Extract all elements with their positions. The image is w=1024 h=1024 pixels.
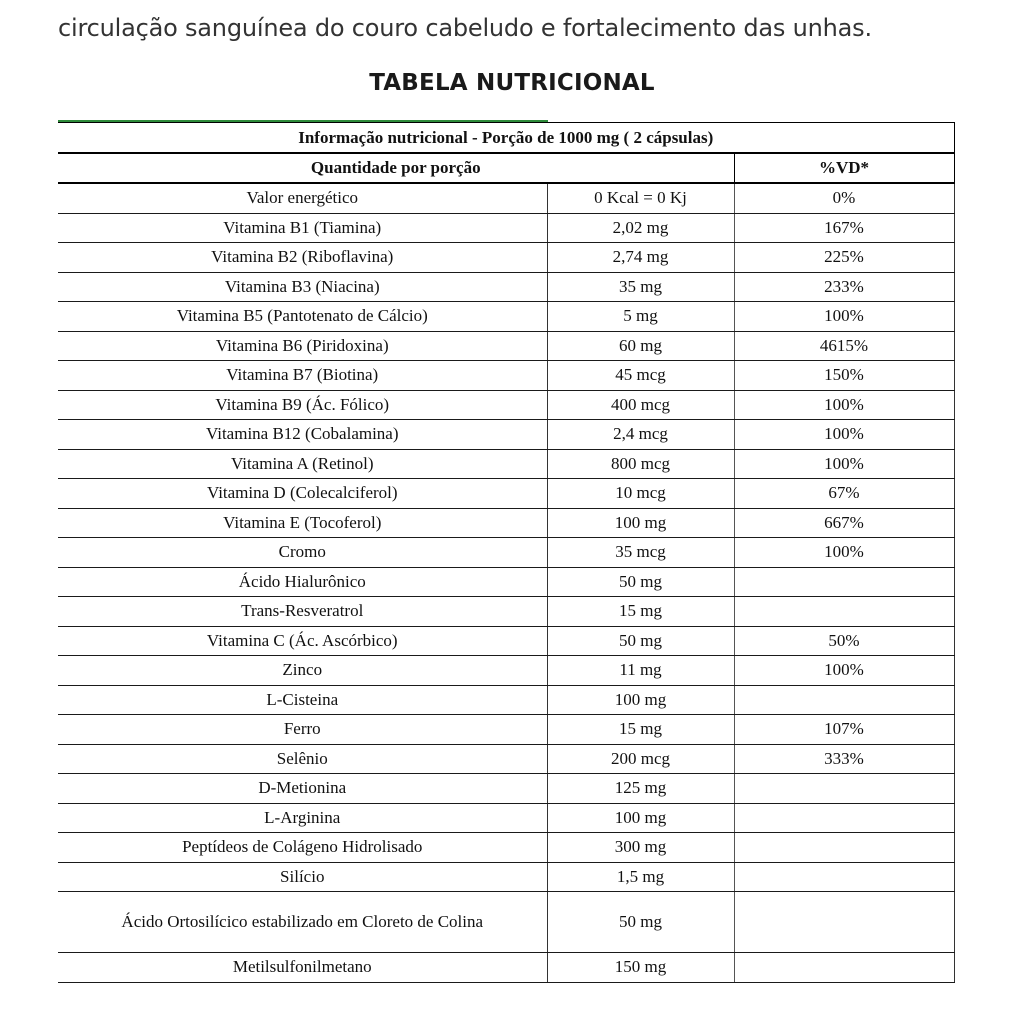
table-row	[58, 213, 954, 243]
nutrient-name: Peptídeos de Colágeno Hidrolisado	[58, 833, 547, 863]
nutrient-vd: 4615%	[734, 331, 954, 361]
nutrient-name: Vitamina B7 (Biotina)	[58, 361, 547, 391]
nutrient-quantity: 150 mg	[547, 953, 734, 983]
nutrient-name: Ferro	[58, 715, 547, 745]
nutrient-vd: 167%	[734, 213, 954, 243]
nutrient-quantity: 300 mg	[547, 833, 734, 863]
quantity-column-header: Quantidade por porção	[58, 153, 734, 183]
table-row	[58, 862, 954, 892]
nutrient-name: Vitamina B6 (Piridoxina)	[58, 331, 547, 361]
table-row	[58, 803, 954, 833]
table-row	[58, 833, 954, 863]
nutrient-vd	[734, 862, 954, 892]
nutrient-quantity: 60 mg	[547, 331, 734, 361]
table-row	[58, 449, 954, 479]
nutrient-name: Selênio	[58, 744, 547, 774]
nutrient-name: Vitamina E (Tocoferol)	[58, 508, 547, 538]
table-row	[58, 243, 954, 273]
nutrient-quantity: 200 mcg	[547, 744, 734, 774]
table-row	[58, 567, 954, 597]
nutrient-vd: 150%	[734, 361, 954, 391]
nutrient-name: Metilsulfonilmetano	[58, 953, 547, 983]
table-row	[58, 626, 954, 656]
nutrient-vd	[734, 803, 954, 833]
nutrient-name: Vitamina B1 (Tiamina)	[58, 213, 547, 243]
nutrition-table-container	[58, 122, 954, 983]
nutrient-quantity: 2,4 mcg	[547, 420, 734, 450]
nutrient-name: Trans-Resveratrol	[58, 597, 547, 627]
nutrient-vd	[734, 685, 954, 715]
nutrient-name: Vitamina B12 (Cobalamina)	[58, 420, 547, 450]
nutrient-name: Vitamina B5 (Pantotenato de Cálcio)	[58, 302, 547, 332]
nutrient-quantity: 35 mcg	[547, 538, 734, 568]
nutrient-name: Vitamina B3 (Niacina)	[58, 272, 547, 302]
table-row	[58, 715, 954, 745]
table-row	[58, 302, 954, 332]
nutrient-name: Silício	[58, 862, 547, 892]
nutrient-vd	[734, 774, 954, 804]
nutrient-vd: 0%	[734, 183, 954, 213]
nutrient-vd: 225%	[734, 243, 954, 273]
table-row	[58, 892, 954, 953]
nutrient-vd	[734, 567, 954, 597]
nutrient-quantity: 400 mcg	[547, 390, 734, 420]
nutrient-quantity: 50 mg	[547, 892, 734, 953]
nutrient-name: Vitamina A (Retinol)	[58, 449, 547, 479]
nutrient-vd: 107%	[734, 715, 954, 745]
nutrient-vd: 667%	[734, 508, 954, 538]
nutrient-vd: 333%	[734, 744, 954, 774]
nutrient-vd: 100%	[734, 656, 954, 686]
table-row	[58, 479, 954, 509]
table-row	[58, 331, 954, 361]
table-row	[58, 538, 954, 568]
table-row	[58, 774, 954, 804]
table-header: Informação nutricional - Porção de 1000 mg ( 2 cápsulas)	[58, 123, 954, 154]
table-row	[58, 272, 954, 302]
nutrient-quantity: 15 mg	[547, 597, 734, 627]
table-row	[58, 361, 954, 391]
nutrient-quantity: 45 mcg	[547, 361, 734, 391]
intro-paragraph: circulação sanguínea do couro cabeludo e fortalecimento das unhas.	[58, 14, 872, 42]
nutrient-vd: 100%	[734, 420, 954, 450]
nutrient-quantity: 100 mg	[547, 508, 734, 538]
nutrient-quantity: 35 mg	[547, 272, 734, 302]
nutrient-quantity: 2,02 mg	[547, 213, 734, 243]
nutrient-vd: 100%	[734, 449, 954, 479]
table-body	[58, 183, 954, 982]
table-row	[58, 508, 954, 538]
nutrient-quantity: 100 mg	[547, 685, 734, 715]
nutrient-quantity: 2,74 mg	[547, 243, 734, 273]
nutrient-name: Vitamina D (Colecalciferol)	[58, 479, 547, 509]
nutrient-quantity: 11 mg	[547, 656, 734, 686]
vd-column-header: %VD*	[734, 153, 954, 183]
nutrient-quantity: 0 Kcal = 0 Kj	[547, 183, 734, 213]
nutrient-quantity: 15 mg	[547, 715, 734, 745]
nutrient-quantity: 100 mg	[547, 803, 734, 833]
table-header-row	[58, 123, 954, 154]
nutrient-name: Vitamina C (Ác. Ascórbico)	[58, 626, 547, 656]
nutrient-name: Vitamina B2 (Riboflavina)	[58, 243, 547, 273]
nutrient-quantity: 50 mg	[547, 567, 734, 597]
nutrient-quantity: 800 mcg	[547, 449, 734, 479]
nutrient-quantity: 50 mg	[547, 626, 734, 656]
nutrient-vd: 67%	[734, 479, 954, 509]
nutrient-name: Vitamina B9 (Ác. Fólico)	[58, 390, 547, 420]
table-subheader-row	[58, 153, 954, 183]
nutrition-table	[58, 122, 955, 983]
nutrient-quantity: 5 mg	[547, 302, 734, 332]
nutrient-vd: 100%	[734, 390, 954, 420]
nutrient-name: Cromo	[58, 538, 547, 568]
nutrient-vd: 233%	[734, 272, 954, 302]
nutrient-vd	[734, 953, 954, 983]
nutrient-vd: 100%	[734, 538, 954, 568]
nutrient-quantity: 1,5 mg	[547, 862, 734, 892]
nutrient-vd: 50%	[734, 626, 954, 656]
table-row	[58, 597, 954, 627]
nutrient-vd	[734, 833, 954, 863]
nutrient-vd	[734, 892, 954, 953]
nutrient-name: D-Metionina	[58, 774, 547, 804]
nutrient-name: Zinco	[58, 656, 547, 686]
table-row	[58, 656, 954, 686]
nutrient-name: L-Cisteina	[58, 685, 547, 715]
table-row	[58, 685, 954, 715]
nutrient-vd: 100%	[734, 302, 954, 332]
table-row	[58, 744, 954, 774]
nutrient-quantity: 10 mcg	[547, 479, 734, 509]
nutrient-name: Ácido Ortosilícico estabilizado em Cloreto de Colina	[58, 892, 547, 953]
table-row	[58, 420, 954, 450]
section-title: TABELA NUTRICIONAL	[369, 70, 655, 96]
nutrient-quantity: 125 mg	[547, 774, 734, 804]
nutrient-name: Valor energético	[58, 183, 547, 213]
table-row	[58, 183, 954, 213]
nutrient-name: Ácido Hialurônico	[58, 567, 547, 597]
nutrient-name: L-Arginina	[58, 803, 547, 833]
table-row	[58, 390, 954, 420]
table-row	[58, 953, 954, 983]
nutrient-vd	[734, 597, 954, 627]
